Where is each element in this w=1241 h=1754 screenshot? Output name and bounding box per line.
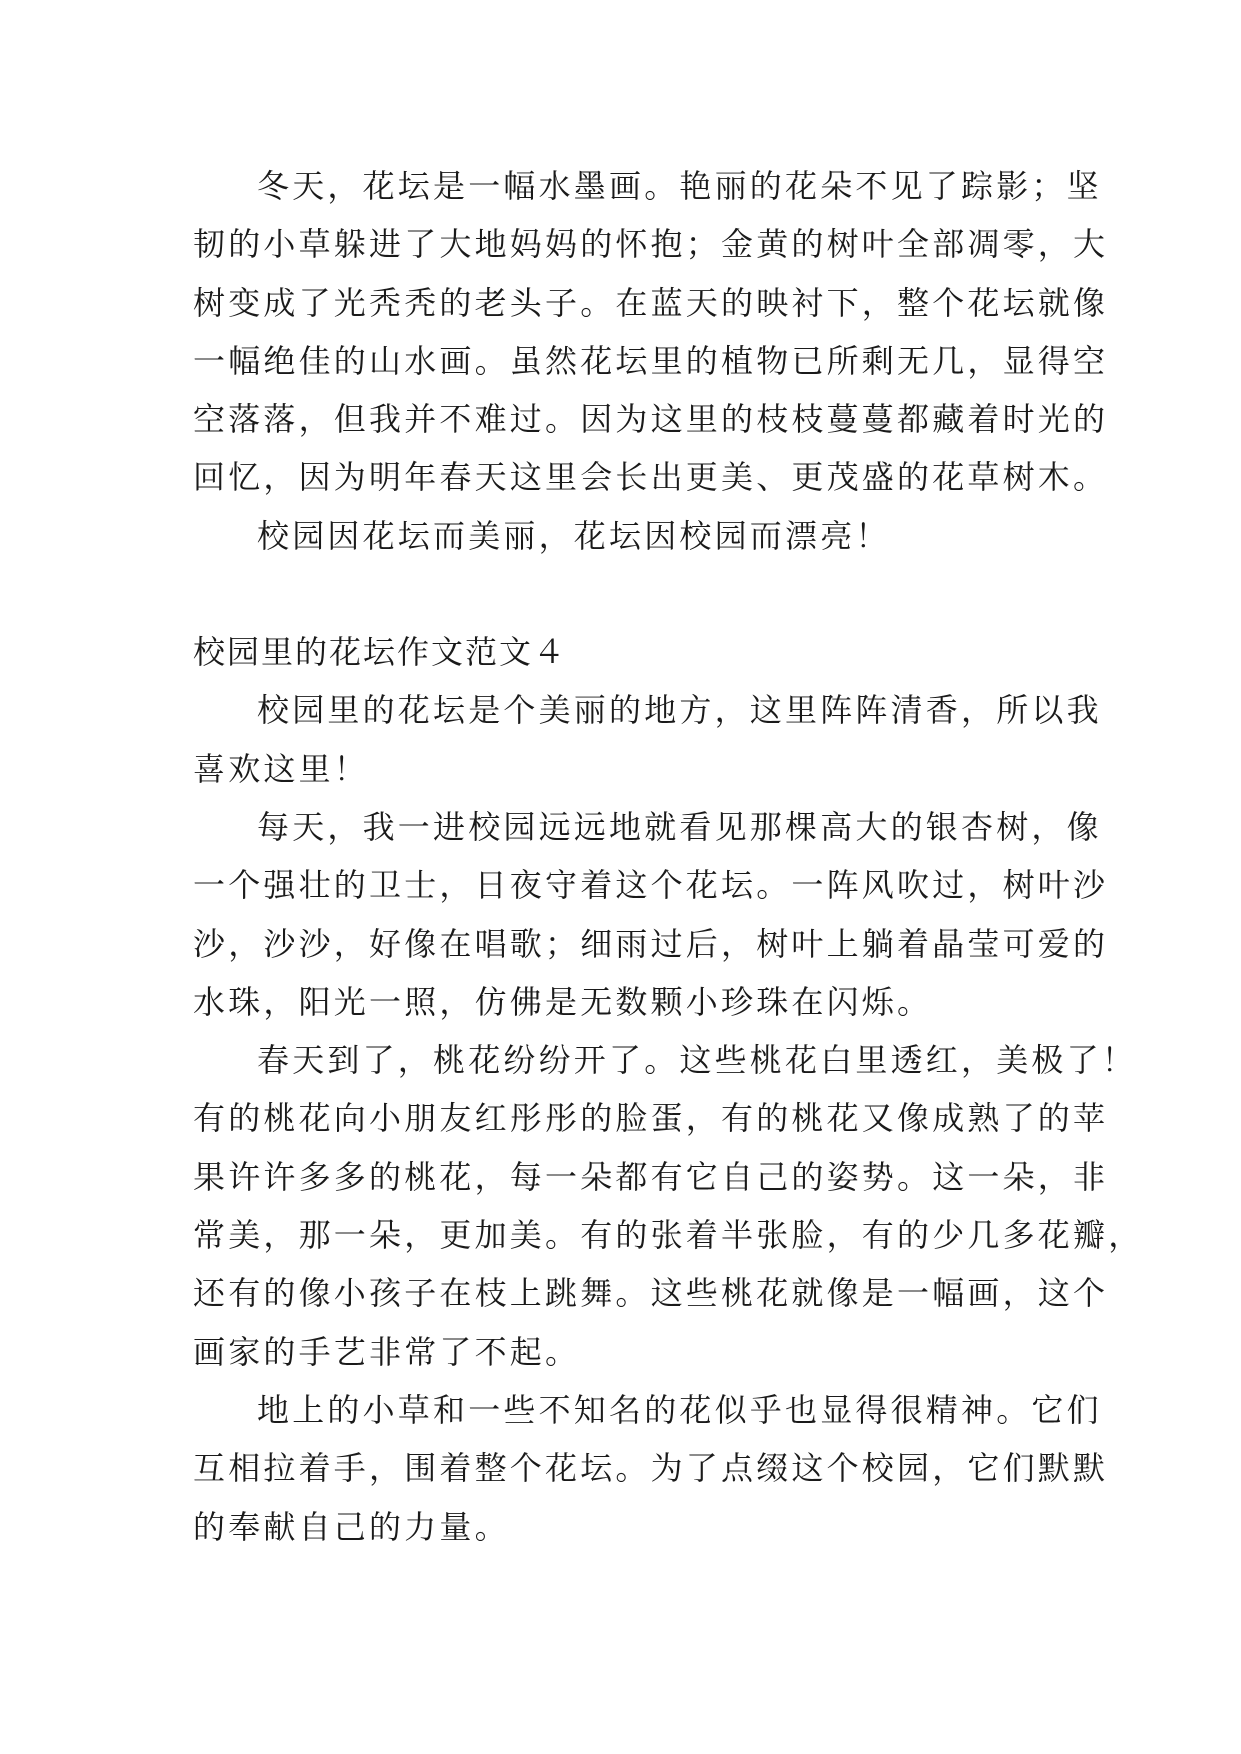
section-title: 校园里的花坛作文范文４ [193,633,568,672]
paragraph-line: 每天，我一进校园远远地就看见那棵高大的银杏树，像 [257,807,1102,846]
document-body [193,157,1144,1556]
paragraph-line: 校园里的花坛是个美丽的地方，这里阵阵清香，所以我 [257,691,1102,730]
paragraph-grass-flowers [193,1381,1109,1556]
paragraph-line: 韧的小草躲进了大地妈妈的怀抱；金黄的树叶全部凋零，大 [193,225,1109,264]
paragraph-line: 树变成了光秃秃的老头子。在蓝天的映衬下，整个花坛就像 [193,283,1109,322]
paragraph-line: 春天到了，桃花纷纷开了。这些桃花白里透红，美极了！ [257,1041,1138,1080]
paragraph-peach-blossoms [193,1031,1144,1381]
paragraph-line: 常美，那一朵，更加美。有的张着半张脸，有的少几多花瓣， [193,1216,1144,1255]
paragraph-line: 的奉献自己的力量。 [193,1507,510,1546]
paragraph-line: 冬天，花坛是一幅水墨画。艳丽的花朵不见了踪影；坚 [257,167,1102,205]
paragraph-line: 地上的小草和一些不知名的花似乎也显得很精神。它们 [257,1390,1102,1429]
paragraph-line: 喜欢这里！ [193,749,370,788]
paragraph-line: 空落落，但我并不难过。因为这里的枝枝蔓蔓都藏着时光的 [193,400,1109,439]
paragraph-conclusion [193,507,1053,565]
paragraph-intro [193,681,1102,798]
paragraph-line: 校园因花坛而美丽，花坛因校园而漂亮！ [257,516,891,555]
paragraph-winter [193,157,1109,507]
section-spacer [193,565,1053,623]
paragraph-line: 果许许多多的桃花，每一朵都有它自己的姿势。这一朵，非 [193,1157,1109,1196]
paragraph-line: 水珠，阳光一照，仿佛是无数颗小珍珠在闪烁。 [193,982,933,1021]
paragraph-line: 一个强壮的卫士，日夜守着这个花坛。一阵风吹过，树叶沙 [193,866,1109,905]
paragraph-line: 画家的手艺非常了不起。 [193,1332,581,1371]
paragraph-ginkgo [193,798,1109,1031]
paragraph-line: 互相拉着手，围着整个花坛。为了点缀这个校园，它们默默 [193,1449,1109,1488]
paragraph-line: 有的桃花向小朋友红彤彤的脸蛋，有的桃花又像成熟了的苹 [193,1099,1109,1138]
paragraph-line: 还有的像小孩子在枝上跳舞。这些桃花就像是一幅画，这个 [193,1274,1109,1313]
paragraph-line: 一幅绝佳的山水画。虽然花坛里的植物已所剩无几，显得空 [193,341,1109,380]
paragraph-line: 沙，沙沙，好像在唱歌；细雨过后，树叶上躺着晶莹可爱的 [193,924,1109,963]
paragraph-line: 回忆，因为明年春天这里会长出更美、更茂盛的花草树木。 [193,458,1109,497]
